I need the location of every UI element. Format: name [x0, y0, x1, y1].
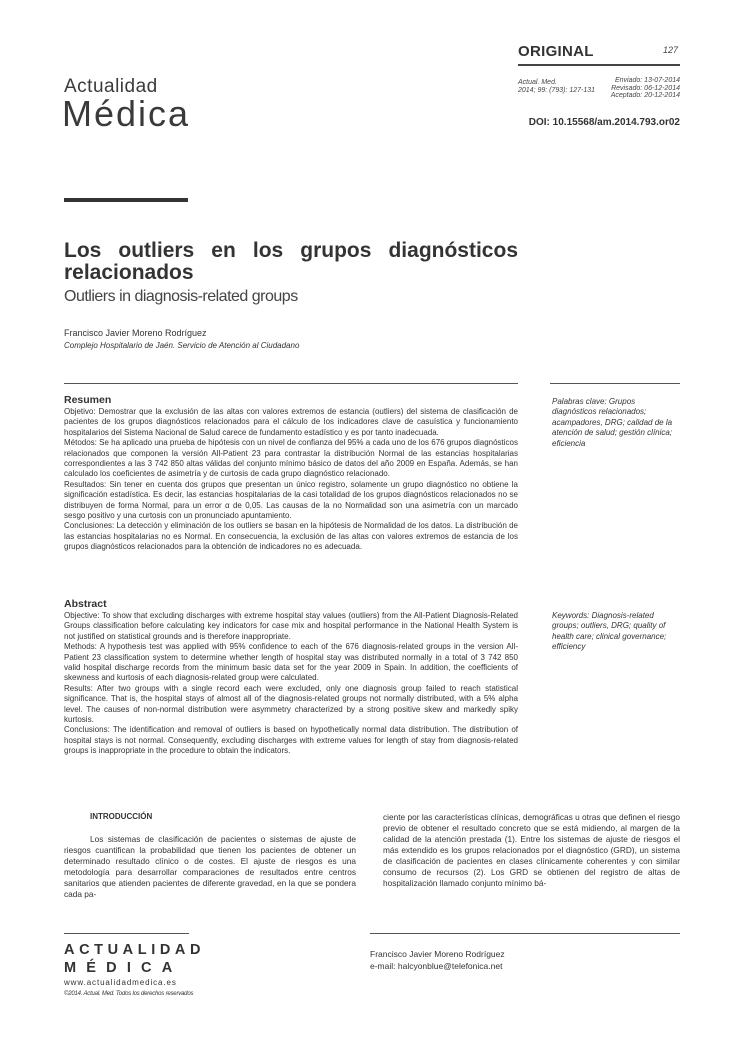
- journal-citation-line2: 2014; 99: (793): 127-131: [518, 87, 596, 94]
- journal-citation: [518, 79, 595, 95]
- section-label: ORIGINAL: [518, 43, 594, 60]
- footer-brand-line2: MÉDICA: [64, 960, 183, 976]
- intro-paragraph-2: ciente por las características clínicas, demográficas u otras que definen el riesgo previo de obtener el resultado concreto que se está midiendo, al margen de la calidad de la atención prestada (1). Entre los sistemas de ajuste de riesgos el más extendido es los grupos relacionados por el diagnóstico (GRD), un sistema de clasificación de pacientes en clases clínicamente coherentes y con similar consumo de recursos (2). Los GRD se obtienen del registro de altas de hospitalización llamado conjunto mínimo bá-: [383, 812, 680, 888]
- header-rule: [518, 64, 680, 66]
- abstract-objective: Objective: To show that excluding discharges with extreme hospital stay values (outliers) from the All-Patient Diagnosis-Related Groups classification before calculating key indicators for case mix and hospital performance in the National Health System is not justified on statistical grounds and is therefore inappropriate.: [64, 611, 518, 641]
- resumen-resultados: Resultados: Sin tener en cuenta dos grupos que presentan un único registro, solamente un grupo diagnóstico no obtiene la significación estadística. Es decir, las estancias hospitalarias de la casi totalidad de los grupos diagnósticos relacionados no se distribuyen de forma Normal, para un error α de 0,05. Las causas de la no Normalidad son una asimetría con un marcado sesgo positivo y una curtosis con un pronunciado apuntamiento.: [64, 479, 518, 521]
- doi: DOI: 10.15568/am.2014.793.or02: [528, 117, 680, 128]
- abstract-body: [64, 611, 518, 757]
- footer-url[interactable]: www.actualidadmedica.es: [64, 978, 177, 987]
- date-sent: Enviado: 13-07-2014: [615, 77, 680, 84]
- footer-copyright: ©2014. Actual. Med. Todos los derechos reservados: [64, 991, 194, 997]
- journal-citation-line1: Actual. Med.: [518, 79, 557, 86]
- footer-rule-right: [370, 933, 680, 934]
- palabras-clave: Palabras clave: Grupos diagnósticos relacionados; acampadores, DRG; calidad de la atención de salud; gestión clínica; eficiencia: [552, 397, 673, 448]
- keywords: Keywords: Diagnosis-related groups; outliers, DRG; quality of health care; clinical governance; efficiency: [552, 611, 667, 652]
- intro-column-2: [383, 812, 680, 889]
- journal-logo-big: Médica: [62, 93, 191, 134]
- resumen-heading: Resumen: [64, 394, 112, 406]
- abstract-methods: Methods: A hypothesis test was applied with 95% confidence to each of the 676 diagnosis-related groups in the version All-Patient 23 classification system to determine whether length of hospital stay was distributed normally in a total of 3 742 850 valid hospital discharge records from the minimum basic data set for the year 2009 in Spain. In addition, the coefficients of skewness and kurtosis of each diagnosis-related group were calculated.: [64, 642, 518, 683]
- correspondence-name: Francisco Javier Moreno Rodríguez: [370, 949, 505, 959]
- correspondence-email[interactable]: e-mail: halcyonblue@telefonica.net: [370, 961, 503, 971]
- abstract-rule: [64, 383, 518, 384]
- date-accepted: Aceptado: 20-12-2014: [610, 92, 680, 99]
- resumen-objetivo: Objetivo: Demostrar que la exclusión de las altas con valores extremos de estancia (outliers) del sistema de clasificación de pacientes de los grupos diagnósticos relacionados para el cálculo de los indicadores clave de casuística y funcionamiento hospitalarios del Sistema Nacional de Salud carece de fundamento estadístico y es por tanto inadecuada.: [64, 407, 518, 437]
- footer-rule-left: [64, 933, 189, 934]
- author-affiliation: Complejo Hospitalario de Jaén. Servicio de Atención al Ciudadano: [64, 341, 300, 350]
- resumen-body: [64, 407, 518, 553]
- author-name: Francisco Javier Moreno Rodríguez: [64, 328, 207, 338]
- abstract-conclusions: Conclusions: The identification and removal of outliers is based on hypothetically normal data distribution. The distribution of hospital stays is not normal. Consequently, excluding discharges with extreme values for length of stay from diagnosis-related groups is inappropriate in the procedure to obtain the indicators.: [64, 725, 518, 756]
- intro-column-1: [64, 834, 356, 900]
- resumen-metodos: Métodos: Se ha aplicado una prueba de hipótesis con un nivel de confianza del 95% a cada uno de los 676 grupos diagnósticos relacionados que componen la versión All-Patient 23 para contrastar la distribución Normal de las estancias hospitalarias correspondientes a las 3 742 850 altas válidas del conjunto mínimo básico de datos del año 2009 en España. Además, se han calculado los coeficientes de asimetría y de curtosis de cada grupo diagnóstico relacionado.: [64, 438, 518, 479]
- correspondence: [370, 948, 505, 972]
- intro-paragraph-1: Los sistemas de clasificación de pacientes o sistemas de ajuste de riesgos cuantifican la probabilidad que tienen los pacientes de obtener un determinado resultado clínico o de costes. El ajuste de riesgos es una metodología para desarrollar comparaciones de resultados entre centros sanitarios que atienden pacientes de diferente gravedad, en la que se pondera cada pa-: [64, 834, 356, 899]
- footer-brand-line1: ACTUALIDAD: [64, 942, 206, 958]
- intro-heading: INTRODUCCIÓN: [90, 812, 153, 821]
- abstract-results: Results: After two groups with a single record each were excluded, only one diagnosis group failed to reach statistical significance. That is, the hospital stays of almost all of the diagnosis-related groups not normally distributed, with a 5% alpha level. The causes of non-normal distribution were asymmetry characterized by a strong positive skew and markedly spiky kurtosis.: [64, 683, 518, 725]
- keywords-rule: [550, 383, 680, 384]
- title-decoration-bar: [64, 198, 188, 202]
- abstract-heading: Abstract: [64, 598, 107, 610]
- resumen-conclusiones: Conclusiones: La detección y eliminación de los outliers se basan en la hipótesis de Normalidad de los datos. La distribución de las estancias hospitalarias no es Normal. En consecuencia, la exclusión de las altas con valores extremos de estancia de los grupos diagnósticos relacionados para la obtención de indicadores no es adecuada.: [64, 521, 518, 552]
- page-number: 127: [663, 45, 679, 55]
- date-revised: Revisado: 06-12-2014: [611, 84, 680, 92]
- journal-logo-small: Actualidad: [64, 76, 158, 97]
- submission-dates: [590, 77, 680, 100]
- article-title: Los outliers en los grupos diagnósticos relacionados: [64, 239, 518, 284]
- article-subtitle: Outliers in diagnosis-related groups: [64, 288, 298, 305]
